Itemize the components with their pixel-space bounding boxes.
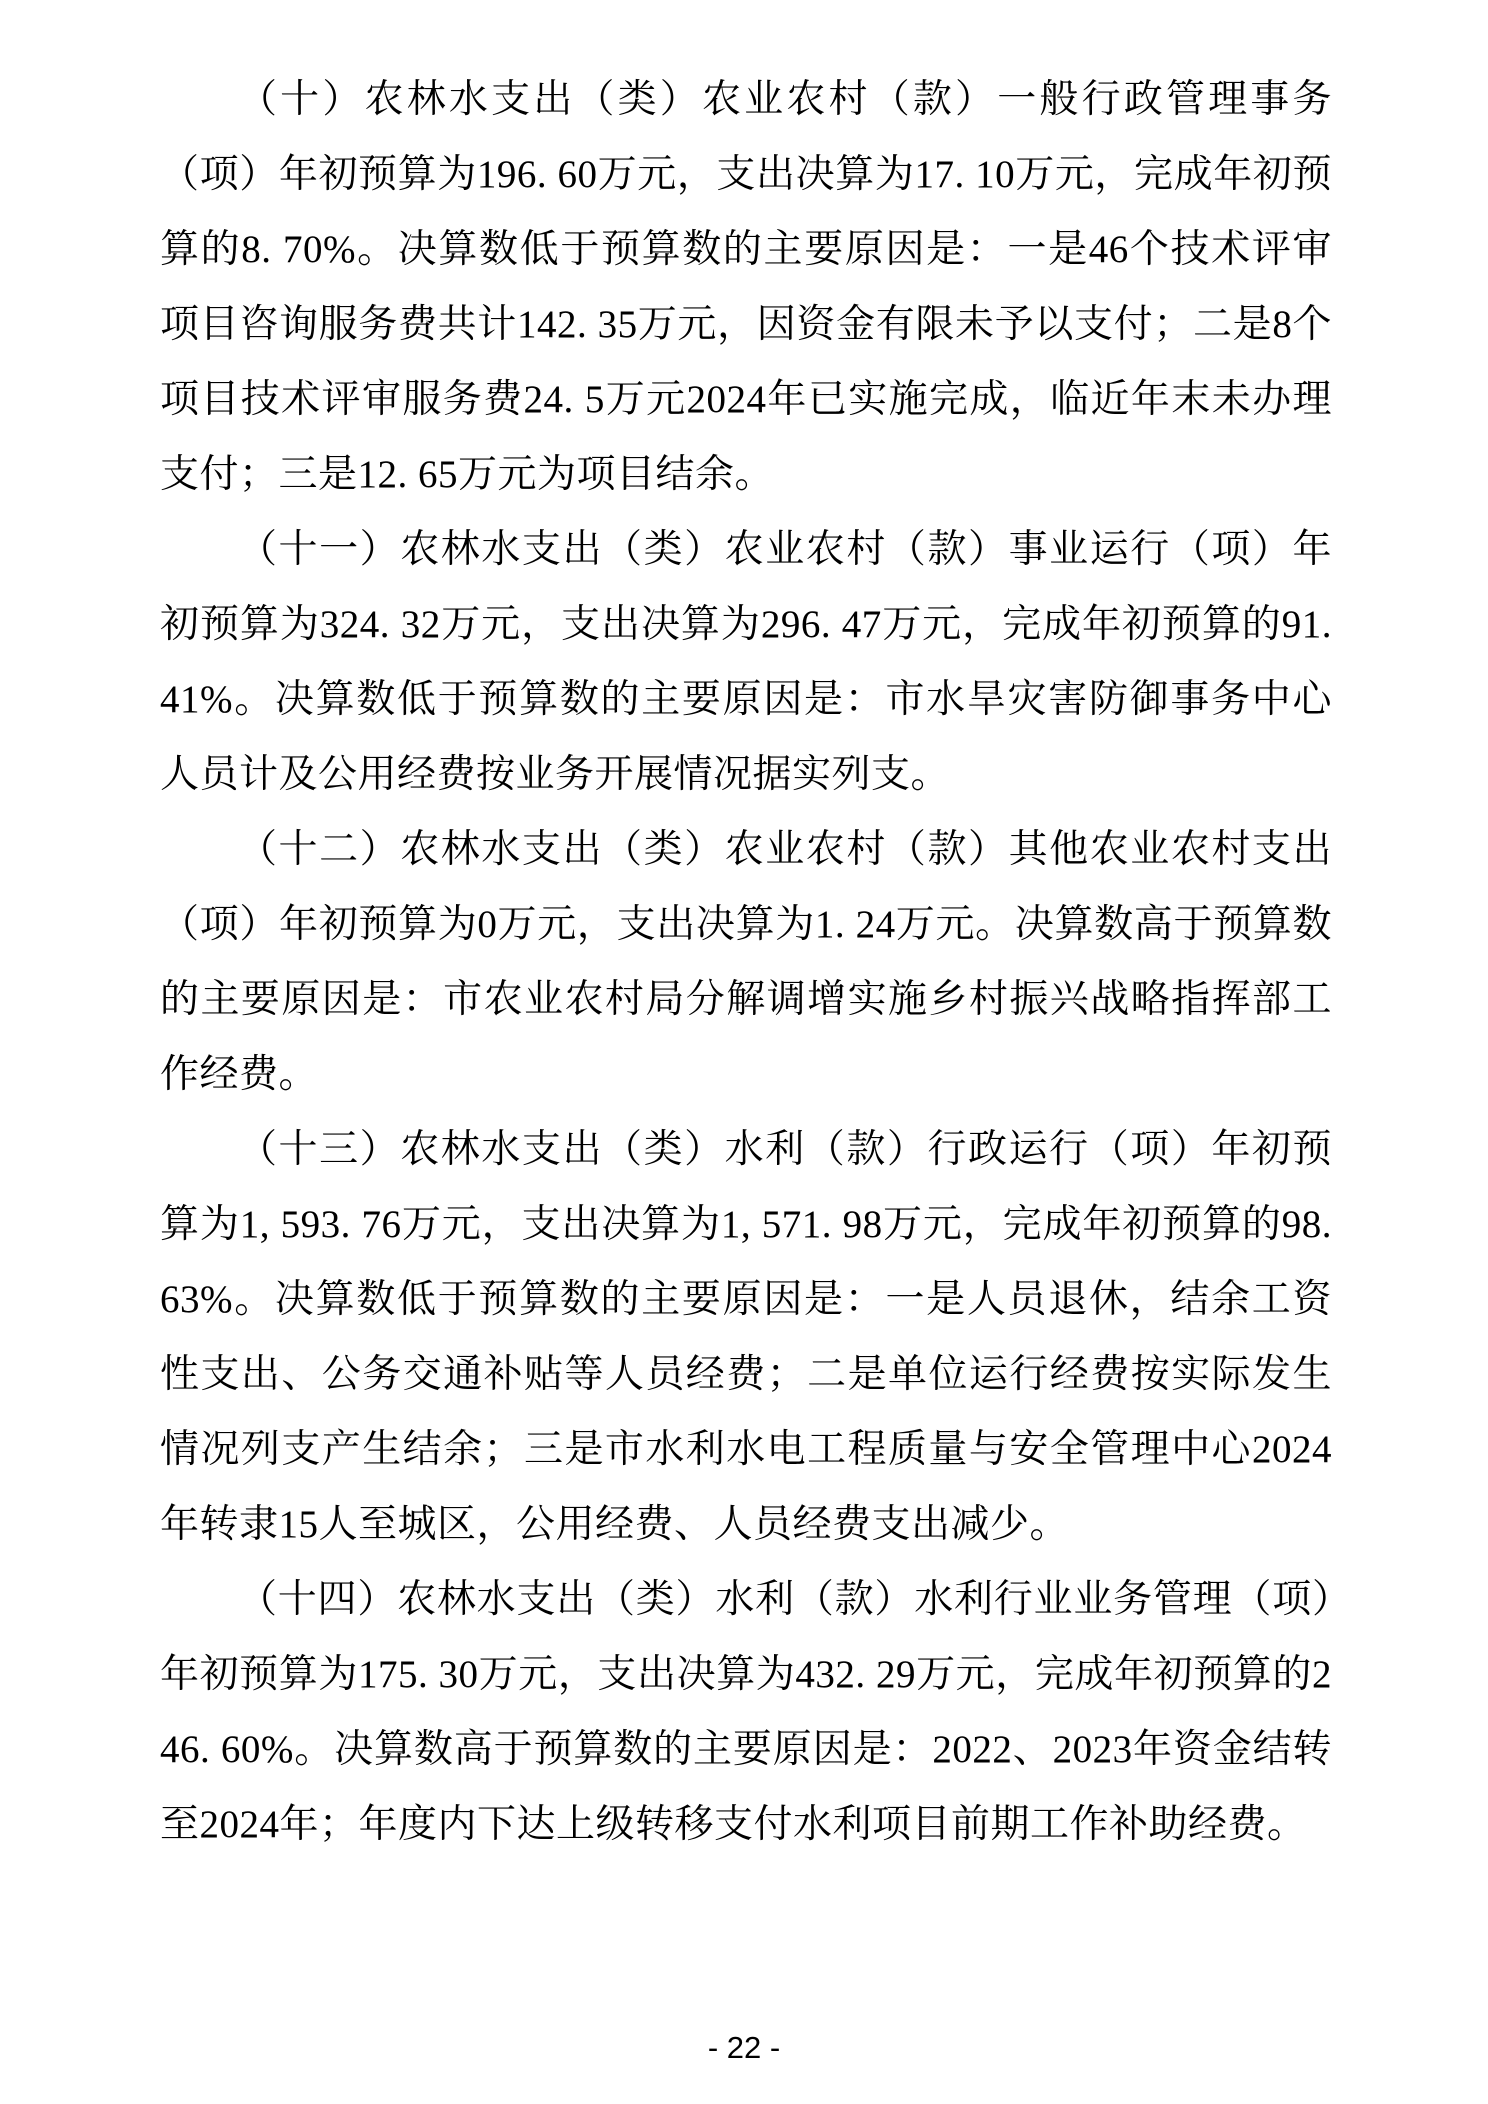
page-number: - 22 - <box>707 2030 781 2065</box>
paragraph-item-14: （十四）农林水支出（类）水利（款）水利行业业务管理（项）年初预算为175. 30万元，支出决算为432. 29万元，完成年初预算的246. 60%。决算数高于预算数的主要原因是：2022、2023年资金结转至2024年；年度内下达上级转移支付水利项目前期工作补助经费。 <box>160 1578 1332 1846</box>
paragraph-item-13: （十三）农林水支出（类）水利（款）行政运行（项）年初预算为1, 593. 76万元，支出决算为1, 571. 98万元，完成年初预算的98. 63%。决算数低于预算数的主要原因是：一是人员退休，结余工资性支出、公务交通补贴等人员经费；二是单位运行经费按实际发生情况列支产生结余；三是市水利水电工程质量与安全管理中心2024年转隶15人至城区，公用经费、人员经费支出减少。 <box>160 1128 1332 1546</box>
paragraph-item-10: （十）农林水支出（类）农业农村（款）一般行政管理事务（项）年初预算为196. 60万元，支出决算为17. 10万元，完成年初预算的8. 70%。决算数低于预算数的主要原因是：一是46个技术评审项目咨询服务费共计142. 35万元，因资金有限未予以支付；二是8个项目技术评审服务费24. 5万元2024年已实施完成，临近年末未办理支付；三是12. 65万元为项目结余。 <box>160 78 1332 496</box>
paragraph-item-12: （十二）农林水支出（类）农业农村（款）其他农业农村支出（项）年初预算为0万元，支出决算为1. 24万元。决算数高于预算数的主要原因是：市农业农村局分解调增实施乡村振兴战略指挥部工作经费。 <box>160 828 1332 1096</box>
paragraph-item-11: （十一）农林水支出（类）农业农村（款）事业运行（项）年初预算为324. 32万元，支出决算为296. 47万元，完成年初预算的91. 41%。决算数低于预算数的主要原因是：市水旱灾害防御事务中心人员计及公用经费按业务开展情况据实列支。 <box>160 528 1332 796</box>
document-body <box>160 62 1332 1862</box>
page-footer <box>0 2028 1488 2068</box>
